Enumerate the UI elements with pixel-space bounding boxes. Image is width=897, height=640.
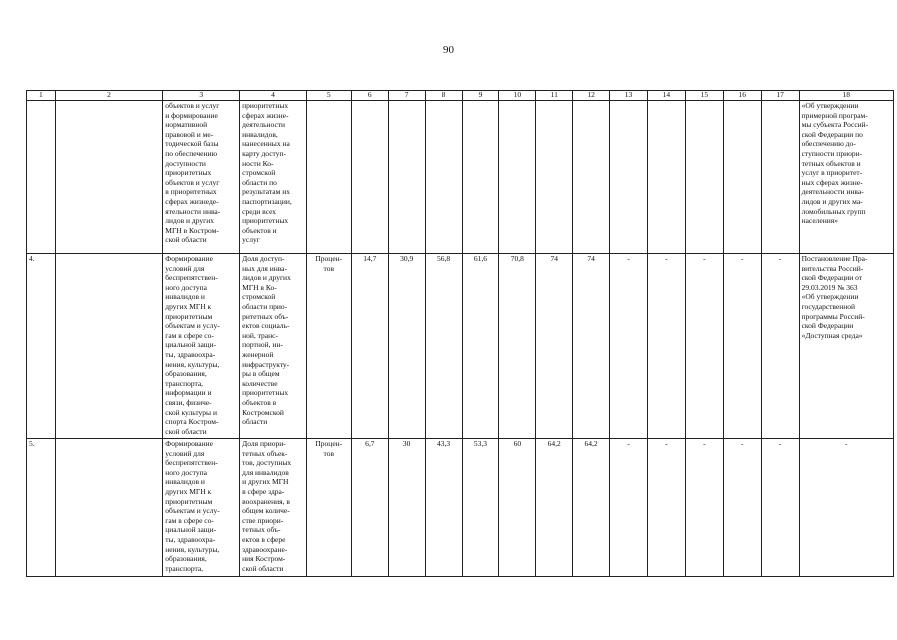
header-cell: 14 (647, 91, 685, 101)
goal-cell: объектов и услуг и формирование нормативной правовой и ме- тодической базы по обеспечению доступности приоритетных объектов и услуг в приоритетных сферах жизнеде- ятельности инва- лидов и других МГН в Костром- ской области (163, 101, 240, 254)
value-cell: - (723, 439, 761, 577)
header-cell: 15 (685, 91, 723, 101)
value-cell (761, 101, 799, 254)
value-cell: 60 (499, 439, 536, 577)
value-cell: - (610, 439, 648, 577)
table-row (27, 101, 894, 254)
value-cell (462, 101, 499, 254)
header-cell: 7 (388, 91, 425, 101)
row-col2 (55, 101, 163, 254)
value-cell (536, 101, 573, 254)
header-cell: 16 (723, 91, 761, 101)
value-cell (351, 101, 388, 254)
header-cell: 5 (306, 91, 351, 101)
indicator-cell: Доля приори- тетных объек- тов, доступных для инвалидов и других МГН в сфере здра- воохранения, в общем количе- стве приори- тетных объ- ектов в сфере здравоохране- ния Костром- ской области (240, 439, 307, 577)
header-cell: 10 (499, 91, 536, 101)
value-cell: 64,2 (536, 439, 573, 577)
row-number: 5. (27, 439, 56, 577)
legal-basis-cell: «Об утверждении примерной програм- мы субъекта Россий- ской Федерации по обеспечению до- ступности приори- тетных объектов и услуг в приоритет- ных сферах жизне- деятельности инва- лидов и других ма- ломобильных групп населения» (799, 101, 893, 254)
legal-basis-cell: Постановление Пра- вительства Россий- ской Федерации от 29.03.2019 № 363 «Об утверждении государственной программы Россий- ской Федерации «Доступная среда» (799, 254, 893, 439)
header-cell: 1 (27, 91, 56, 101)
row-col2 (55, 439, 163, 577)
table-row (27, 254, 894, 439)
header-cell: 4 (240, 91, 307, 101)
value-cell: - (685, 439, 723, 577)
value-cell (499, 101, 536, 254)
value-cell (573, 101, 610, 254)
value-cell: - (647, 439, 685, 577)
unit-cell: Процен- тов (306, 439, 351, 577)
value-cell: 56,8 (425, 254, 462, 439)
header-cell: 6 (351, 91, 388, 101)
indicators-table (26, 90, 894, 577)
unit-cell (306, 101, 351, 254)
value-cell: 43,3 (425, 439, 462, 577)
value-cell (685, 101, 723, 254)
row-col2 (55, 254, 163, 439)
header-cell: 11 (536, 91, 573, 101)
value-cell: - (761, 439, 799, 577)
value-cell: - (761, 254, 799, 439)
value-cell (388, 101, 425, 254)
value-cell: 74 (536, 254, 573, 439)
value-cell (610, 101, 648, 254)
header-cell: 17 (761, 91, 799, 101)
value-cell: 6,7 (351, 439, 388, 577)
value-cell: - (647, 254, 685, 439)
value-cell: 70,8 (499, 254, 536, 439)
header-cell: 18 (799, 91, 893, 101)
value-cell: 30,9 (388, 254, 425, 439)
value-cell: 14,7 (351, 254, 388, 439)
indicator-cell: Доля доступ- ных для инва- лидов и других МГН в Ко- стромской области прио- ритетных объ- ектов социаль- ной, транс- портной, ин- женерной инфраструкту- ры в общем количестве приоритетных объектов в Костромской области (240, 254, 307, 439)
value-cell: 30 (388, 439, 425, 577)
header-cell: 9 (462, 91, 499, 101)
unit-cell: Процен- тов (306, 254, 351, 439)
value-cell: 61,6 (462, 254, 499, 439)
value-cell: - (610, 254, 648, 439)
page-number: 90 (443, 44, 454, 56)
value-cell: 74 (573, 254, 610, 439)
header-cell: 8 (425, 91, 462, 101)
legal-basis-cell: - (799, 439, 893, 577)
header-cell: 3 (163, 91, 240, 101)
header-cell: 13 (610, 91, 648, 101)
row-number: 4. (27, 254, 56, 439)
column-number-row (27, 91, 894, 101)
value-cell (723, 101, 761, 254)
value-cell: 53,3 (462, 439, 499, 577)
value-cell (425, 101, 462, 254)
row-number (27, 101, 56, 254)
header-cell: 2 (55, 91, 163, 101)
value-cell: - (685, 254, 723, 439)
goal-cell: Формирование условий для беспрепятствен- ного доступа инвалидов и других МГН к приоритетным объектам и услу- гам в сфере со- циальной защи- ты, здравоохра- нения, культуры, образования, транспорта, информации и связи, физиче- ской культуры и спорта Костром- ской области (163, 254, 240, 439)
value-cell: 64,2 (573, 439, 610, 577)
header-cell: 12 (573, 91, 610, 101)
value-cell: - (723, 254, 761, 439)
indicator-cell: приоритетных сферах жизне- деятельности инвалидов, нанесенных на карту доступ- ности Ко- стромской области по результатам их паспортизации, среди всех приоритетных объектов и услуг (240, 101, 307, 254)
value-cell (647, 101, 685, 254)
table-row (27, 439, 894, 577)
goal-cell: Формирование условий для беспрепятствен- ного доступа инвалидов и других МГН к приоритетным объектам и услу- гам в сфере со- циальной защи- ты, здравоохра- нения, культуры, образования, транспорта, (163, 439, 240, 577)
